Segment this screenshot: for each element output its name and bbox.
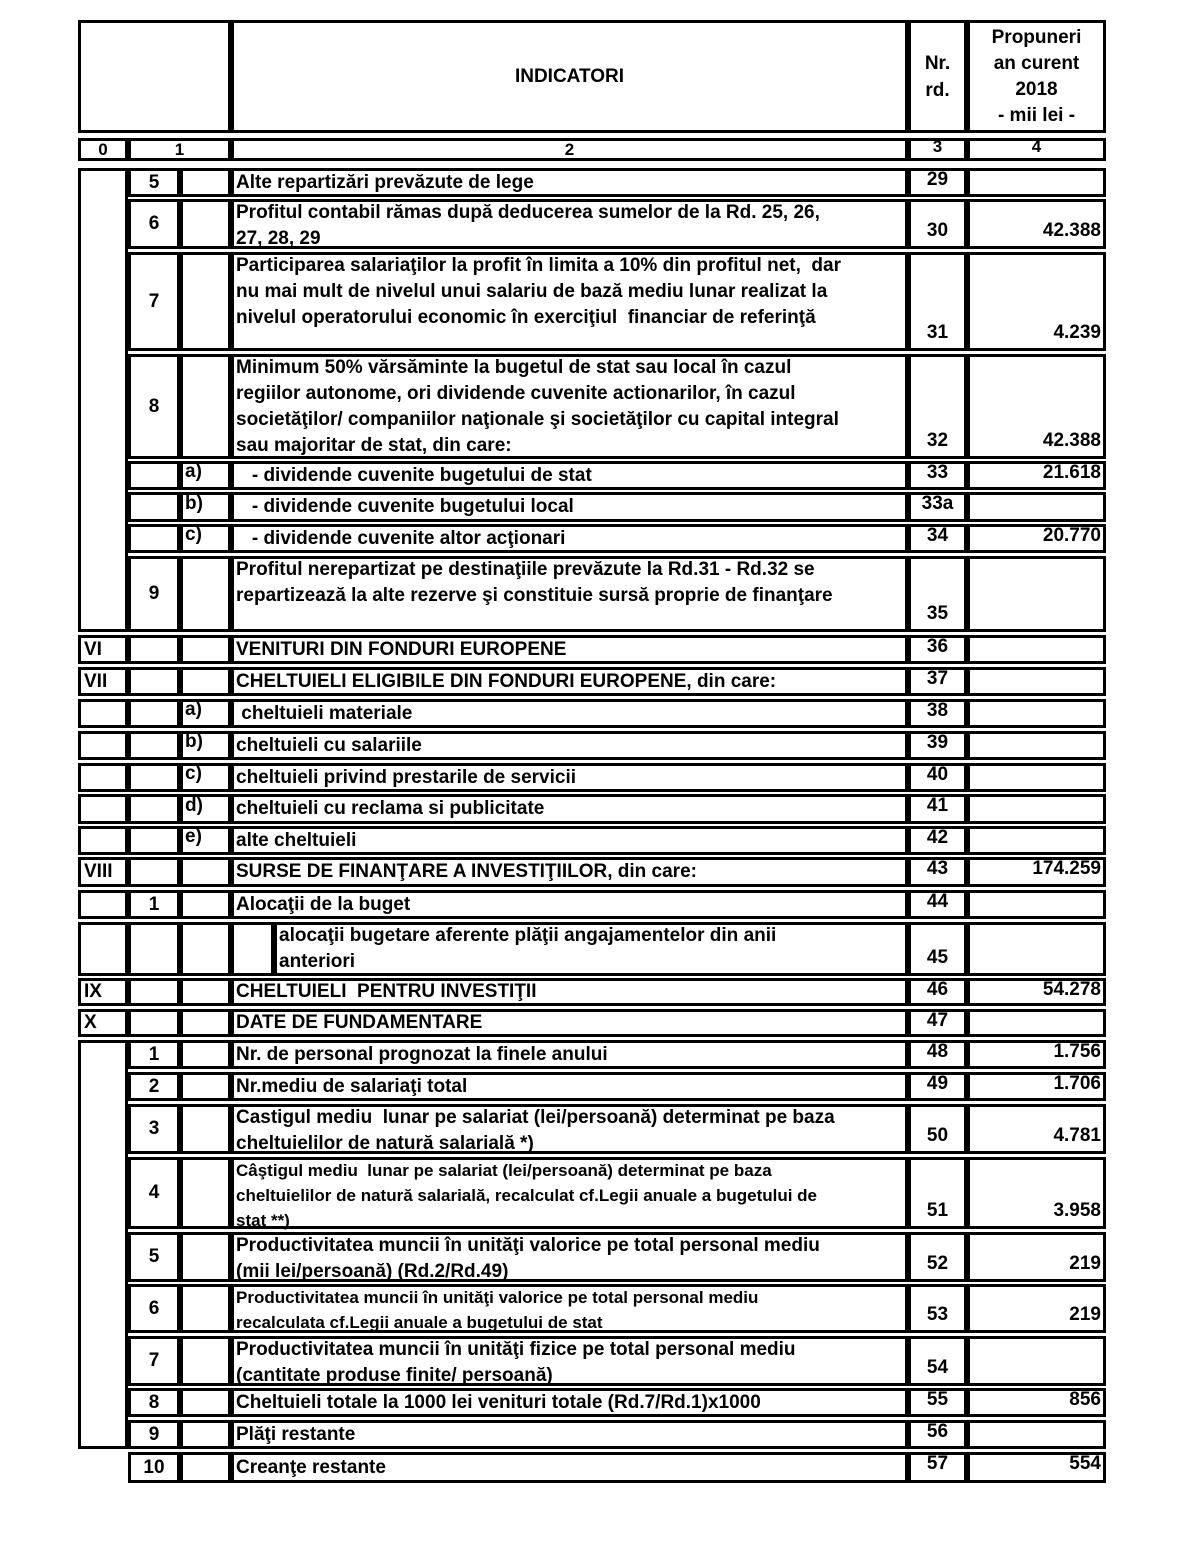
value-cell: [967, 699, 1106, 728]
row-nr-cell: [908, 922, 967, 976]
value-cell: [967, 978, 1106, 1006]
row-number-cell: [128, 1420, 180, 1449]
roman-numeral-cell: [78, 1009, 128, 1037]
indicator-label-cell: [231, 199, 908, 249]
roman-numeral-cell: [78, 667, 128, 696]
value-cell: [967, 826, 1106, 855]
roman-numeral: X: [84, 1012, 97, 1033]
value-cell: [967, 667, 1106, 696]
value-cell: [967, 1284, 1106, 1333]
value-cell: [967, 1104, 1106, 1154]
row-nr-cell: [908, 168, 967, 197]
indicator-label: cheltuieli privind prestarile de servicii: [236, 766, 577, 788]
row-letter-cell: [180, 492, 231, 522]
value-cell: [967, 461, 1106, 490]
indicator-label-cell: [231, 794, 908, 824]
row-nr: 48: [926, 1041, 949, 1062]
row-nr-cell: [908, 461, 967, 490]
nr-rd-heading: Nr. rd.: [924, 52, 951, 101]
indicator-label-cell: [274, 922, 908, 976]
row-letter-cell: [180, 1040, 231, 1069]
indicator-label: Castigul mediu lunar pe salariat (lei/persoană) determinat pe baza cheltuielilor de natură salarială *): [236, 1107, 835, 1154]
header-nr-cell: [908, 20, 967, 133]
row-nr: 52: [926, 1253, 949, 1274]
colnum-4-cell: [967, 138, 1106, 161]
roman-numeral-cell: [78, 857, 128, 887]
row-number-cell: [128, 168, 180, 197]
header-value-cell: [967, 20, 1106, 133]
row-nr-cell: [908, 1284, 967, 1333]
row-number: 9: [148, 583, 160, 604]
row-value: 856: [1069, 1389, 1101, 1410]
row-nr: 57: [926, 1453, 949, 1474]
value-cell: [967, 1009, 1106, 1037]
row-nr-cell: [908, 1388, 967, 1417]
indicator-label-cell: [231, 731, 908, 760]
row-nr-cell: [908, 1072, 967, 1101]
column-number: 3: [932, 137, 943, 156]
roman-block-section-v: [78, 168, 128, 632]
row-nr: 42: [926, 827, 949, 848]
row-value: 42.388: [1042, 430, 1101, 451]
roman-numeral-cell: [78, 978, 128, 1006]
row-letter: c): [185, 524, 202, 545]
roman-numeral: VIII: [84, 861, 113, 882]
roman-numeral: VI: [84, 638, 102, 660]
column-number: 0: [98, 139, 108, 159]
row-value: 1.706: [1053, 1073, 1101, 1094]
row-value: 219: [1069, 1253, 1101, 1274]
value-cell: [967, 635, 1106, 664]
value-cell: [967, 199, 1106, 249]
row-number: 7: [148, 1350, 160, 1371]
row-number: 6: [148, 1297, 160, 1319]
indicator-label: VENITURI DIN FONDURI EUROPENE: [236, 638, 567, 660]
row-nr: 32: [926, 430, 949, 451]
row-letter-cell: [180, 794, 231, 824]
colnum-3-cell: [908, 138, 967, 161]
indicator-label-cell: [231, 1420, 908, 1449]
row-nr-cell: [908, 731, 967, 760]
row-number-cell: [128, 556, 180, 632]
propuneri-heading: Propuneri an curent 2018 - mii lei -: [991, 26, 1082, 126]
row-number: 2: [148, 1075, 160, 1097]
row-nr-cell: [908, 354, 967, 459]
row-number-cell: [128, 978, 180, 1006]
row-letter-cell: [180, 1336, 231, 1386]
row-value: 219: [1069, 1304, 1101, 1325]
indicator-label: Profitul contabil rămas după deducerea sumelor de la Rd. 25, 26, 27, 28, 29: [236, 202, 820, 249]
indicator-label-cell: [231, 763, 908, 792]
row-nr: 46: [926, 979, 949, 1000]
row-value: 554: [1069, 1453, 1101, 1474]
row-number: 8: [148, 395, 160, 417]
row-number-cell: [128, 635, 180, 664]
row-number-cell: [128, 699, 180, 728]
row-letter-cell: [180, 1009, 231, 1037]
indicator-label: Alocaţii de la buget: [236, 893, 411, 915]
row-letter-cell: [180, 699, 231, 728]
row-nr: 40: [926, 764, 949, 785]
row-number-cell: [128, 1336, 180, 1386]
column-number: 1: [174, 139, 185, 159]
row-nr: 47: [926, 1010, 949, 1031]
value-cell: [967, 763, 1106, 792]
row-number-cell: [128, 826, 180, 855]
row-nr: 30: [926, 220, 949, 241]
row-number: 7: [148, 290, 160, 312]
row-value: 42.388: [1042, 220, 1101, 241]
indicator-label-cell: [231, 1009, 908, 1037]
value-cell: [967, 794, 1106, 824]
row-nr: 53: [926, 1304, 949, 1325]
row-letter: e): [185, 826, 202, 847]
roman-block-section-x: [78, 1040, 128, 1449]
row-letter-cell: [180, 461, 231, 490]
row-letter: d): [185, 795, 203, 816]
row-value: 4.239: [1053, 322, 1101, 343]
row-value: 21.618: [1042, 462, 1101, 483]
colnum-2-cell: [231, 138, 908, 161]
row-number-cell: [128, 524, 180, 553]
roman-numeral-cell: [78, 699, 128, 728]
row-number: 9: [148, 1423, 160, 1445]
row-letter: b): [185, 493, 203, 514]
row-number: 3: [148, 1118, 160, 1139]
roman-numeral-cell: [78, 890, 128, 919]
row-value: 174.259: [1032, 858, 1101, 879]
row-nr: 29: [926, 169, 949, 190]
row-number: 5: [148, 171, 160, 193]
value-cell: [967, 1072, 1106, 1101]
row-letter-cell: [180, 524, 231, 553]
row-nr-cell: [908, 1420, 967, 1449]
row-number: 1: [148, 893, 160, 915]
row-nr-cell: [908, 492, 967, 522]
value-cell: [967, 922, 1106, 976]
indicator-label-cell: [231, 635, 908, 664]
row-nr: 31: [926, 322, 949, 343]
value-cell: [967, 354, 1106, 459]
indicator-label: Minimum 50% vărsăminte la bugetul de stat sau local în cazul regiilor autonome, ori dividende cuvenite actionarilor, în cazul societăţilor/ companiilor naţionale şi societăţilor cu capital integral sau majoritar de stat, din care:: [236, 357, 839, 456]
indicator-label-cell: [231, 1388, 908, 1417]
indicator-label: Nr. de personal prognozat la finele anului: [236, 1043, 608, 1065]
row-nr-cell: [908, 1009, 967, 1037]
roman-numeral-cell: [78, 731, 128, 760]
value-cell: [967, 492, 1106, 522]
row-number-cell: [128, 890, 180, 919]
row-number-cell: [128, 1452, 180, 1483]
indicator-label-cell: [231, 1452, 908, 1483]
row-letter-cell: [180, 1232, 231, 1282]
row-nr-cell: [908, 1157, 967, 1229]
indicator-label: Cheltuieli totale la 1000 lei venituri totale (Rd.7/Rd.1)x1000: [236, 1391, 761, 1413]
row-nr-cell: [908, 1040, 967, 1069]
indent-spacer-cell: [231, 922, 274, 976]
row-number-cell: [128, 857, 180, 887]
header-blank-cell: [78, 20, 231, 133]
indicator-label: DATE DE FUNDAMENTARE: [236, 1012, 483, 1033]
roman-numeral: VII: [84, 670, 108, 692]
row-letter-cell: [180, 252, 231, 351]
row-nr: 39: [926, 732, 949, 753]
row-letter-cell: [180, 354, 231, 459]
row-letter-cell: [180, 556, 231, 632]
row-letter-cell: [180, 890, 231, 919]
indicator-label: Participarea salariaţilor la profit în limita a 10% din profitul net, dar nu mai mult de nivelul unui salariu de bază mediu lunar realizat la nivelul operatorului economic în exerciţiul financiar de referinţă: [236, 255, 841, 328]
value-cell: [967, 1157, 1106, 1229]
indicator-label-cell: [231, 1040, 908, 1069]
indicator-label-cell: [231, 492, 908, 522]
row-nr-cell: [908, 1232, 967, 1282]
indicator-label: Productivitatea muncii în unităţi valorice pe total personal mediu (mii lei/persoană) (Rd.2/Rd.49): [236, 1235, 820, 1282]
indicator-label-cell: [231, 978, 908, 1006]
value-cell: [967, 1336, 1106, 1386]
row-number-cell: [128, 354, 180, 459]
row-letter-cell: [180, 857, 231, 887]
value-cell: [967, 1040, 1106, 1069]
value-cell: [967, 1420, 1106, 1449]
roman-numeral-cell: [78, 794, 128, 824]
indicator-label: - dividende cuvenite bugetului local: [236, 496, 574, 517]
indicator-label: Profitul nerepartizat pe destinaţiile prevăzute la Rd.31 - Rd.32 se repartizează la alte rezerve şi constituie sursă proprie de finanţare: [236, 559, 833, 606]
indicator-label: Creanţe restante: [236, 1456, 386, 1478]
indicator-label: Nr.mediu de salariaţi total: [236, 1075, 468, 1097]
row-nr-cell: [908, 199, 967, 249]
indicator-label: cheltuieli materiale: [236, 702, 413, 724]
indicator-label-cell: [231, 1104, 908, 1154]
indicator-label: - dividende cuvenite altor acţionari: [236, 527, 566, 549]
row-number: 4: [148, 1182, 160, 1203]
row-nr-cell: [908, 252, 967, 351]
indicator-label: alte cheltuieli: [236, 829, 357, 851]
row-number-cell: [128, 492, 180, 522]
row-letter-cell: [180, 1420, 231, 1449]
value-cell: [967, 857, 1106, 887]
row-nr-cell: [908, 635, 967, 664]
indicator-label-cell: [231, 1232, 908, 1282]
indicator-label: cheltuieli cu salariile: [236, 734, 422, 756]
indicator-label-cell: [231, 524, 908, 553]
row-letter-cell: [180, 1284, 231, 1333]
row-number-cell: [128, 1157, 180, 1229]
header-indicatori-cell: [231, 20, 908, 133]
row-number-cell: [128, 252, 180, 351]
row-number-cell: [128, 199, 180, 249]
indicator-label-cell: [231, 1284, 908, 1333]
row-letter-cell: [180, 922, 231, 976]
colnum-1-cell: [128, 138, 231, 161]
roman-numeral-cell: [78, 826, 128, 855]
row-nr: 45: [926, 947, 949, 968]
row-nr: 38: [926, 700, 949, 721]
row-number-cell: [128, 1232, 180, 1282]
indicator-label-cell: [231, 168, 908, 197]
row-letter: b): [185, 731, 203, 752]
row-nr-cell: [908, 524, 967, 553]
row-letter-cell: [180, 667, 231, 696]
column-number: 2: [564, 139, 575, 159]
row-number-cell: [128, 1388, 180, 1417]
row-nr: 43: [926, 858, 949, 879]
indicator-label-cell: [231, 857, 908, 887]
row-nr-cell: [908, 1104, 967, 1154]
row-letter-cell: [180, 731, 231, 760]
roman-numeral: IX: [84, 981, 102, 1002]
indicator-label: Câştigul mediu lunar pe salariat (lei/persoană) determinat pe baza cheltuielilor de natură salarială, recalculat cf.Legii anuale a bugetului de stat **): [236, 1161, 818, 1230]
row-letter-cell: [180, 1104, 231, 1154]
row-nr-cell: [908, 1452, 967, 1483]
row-number-cell: [128, 1009, 180, 1037]
row-letter-cell: [180, 635, 231, 664]
indicator-label-cell: [231, 1336, 908, 1386]
indicator-label-cell: [231, 252, 908, 351]
row-nr-cell: [908, 890, 967, 919]
row-letter-cell: [180, 199, 231, 249]
indicator-label: SURSE DE FINANŢARE A INVESTIŢIILOR, din care:: [236, 861, 697, 882]
row-letter-cell: [180, 1072, 231, 1101]
row-nr-cell: [908, 763, 967, 792]
indicator-label-cell: [231, 667, 908, 696]
row-value: 4.781: [1053, 1125, 1101, 1146]
row-number-cell: [128, 1072, 180, 1101]
row-nr: 34: [926, 525, 949, 546]
colnum-0-cell: [78, 138, 128, 161]
row-nr-cell: [908, 699, 967, 728]
value-cell: [967, 168, 1106, 197]
indicator-label: Alte repartizări prevăzute de lege: [236, 171, 534, 193]
row-number-cell: [128, 1104, 180, 1154]
row-nr: 37: [926, 668, 949, 689]
value-cell: [967, 252, 1106, 351]
row-number: 6: [148, 213, 160, 234]
row-letter-cell: [180, 826, 231, 855]
row-number-cell: [128, 667, 180, 696]
row-nr: 35: [926, 603, 949, 624]
row-nr: 49: [926, 1073, 949, 1094]
row-letter-cell: [180, 978, 231, 1006]
indicator-label: Productivitatea muncii în unităţi fizice pe total personal mediu (cantitate produse finite/ persoană): [236, 1339, 796, 1386]
indicator-label-cell: [231, 699, 908, 728]
value-cell: [967, 890, 1106, 919]
row-nr: 51: [926, 1200, 949, 1221]
row-number: 1: [148, 1043, 160, 1065]
row-number-cell: [128, 461, 180, 490]
row-value: 20.770: [1042, 525, 1101, 546]
row-nr: 56: [926, 1421, 949, 1442]
row-letter-cell: [180, 763, 231, 792]
row-letter: c): [185, 763, 202, 784]
indicator-label: Plăţi restante: [236, 1423, 356, 1445]
row-nr: 55: [926, 1389, 949, 1410]
row-nr-cell: [908, 794, 967, 824]
row-number-cell: [128, 1040, 180, 1069]
row-nr-cell: [908, 978, 967, 1006]
value-cell: [967, 524, 1106, 553]
roman-numeral-cell: [78, 763, 128, 792]
row-letter-cell: [180, 1452, 231, 1483]
row-nr-cell: [908, 667, 967, 696]
column-number: 4: [1031, 137, 1042, 156]
indicator-label-cell: [231, 826, 908, 855]
indicator-label-cell: [231, 354, 908, 459]
row-number-cell: [128, 763, 180, 792]
row-nr-cell: [908, 826, 967, 855]
indicator-label-cell: [231, 890, 908, 919]
row-nr-cell: [908, 556, 967, 632]
row-nr: 54: [926, 1357, 949, 1378]
row-nr: 50: [926, 1125, 949, 1146]
row-nr: 44: [926, 891, 949, 912]
row-letter: a): [185, 699, 202, 720]
row-nr: 33: [926, 462, 949, 483]
row-letter: a): [185, 461, 202, 482]
indicator-label: Productivitatea muncii în unităţi valorice pe total personal mediu recalculata cf.Legii anuale a bugetului de stat: [236, 1288, 759, 1332]
row-letter-cell: [180, 1388, 231, 1417]
row-letter-cell: [180, 1157, 231, 1229]
row-number: 10: [143, 1456, 165, 1478]
indicator-label-cell: [231, 461, 908, 490]
indicator-label-cell: [231, 556, 908, 632]
indicator-label: CHELTUIELI ELIGIBILE DIN FONDURI EUROPENE, din care:: [236, 670, 777, 692]
value-cell: [967, 1452, 1106, 1483]
value-cell: [967, 556, 1106, 632]
row-number-cell: [128, 1284, 180, 1333]
row-number-cell: [128, 794, 180, 824]
roman-numeral-cell: [78, 922, 128, 976]
row-nr-cell: [908, 857, 967, 887]
row-value: 3.958: [1053, 1200, 1101, 1221]
indicator-label: alocaţii bugetare aferente plăţii angajamentelor din anii anteriori: [279, 925, 777, 972]
row-value: 54.278: [1042, 979, 1101, 1000]
roman-numeral-cell: [78, 635, 128, 664]
indicator-label-cell: [231, 1157, 908, 1229]
row-nr-cell: [908, 1336, 967, 1386]
row-number: 5: [148, 1246, 160, 1267]
row-nr: 36: [926, 636, 949, 657]
row-number-cell: [128, 922, 180, 976]
indicator-label-cell: [231, 1072, 908, 1101]
row-value: 1.756: [1053, 1041, 1101, 1062]
value-cell: [967, 1232, 1106, 1282]
row-number-cell: [128, 731, 180, 760]
value-cell: [967, 731, 1106, 760]
row-letter-cell: [180, 168, 231, 197]
indicator-label: cheltuieli cu reclama si publicitate: [236, 798, 545, 819]
row-nr: 33a: [921, 493, 954, 514]
value-cell: [967, 1388, 1106, 1417]
indicator-label: CHELTUIELI PENTRU INVESTIŢII: [236, 981, 537, 1002]
indicator-label: - dividende cuvenite bugetului de stat: [236, 464, 592, 486]
indicatori-heading: INDICATORI: [514, 65, 625, 87]
row-nr: 41: [926, 795, 949, 816]
row-number: 8: [148, 1391, 160, 1413]
